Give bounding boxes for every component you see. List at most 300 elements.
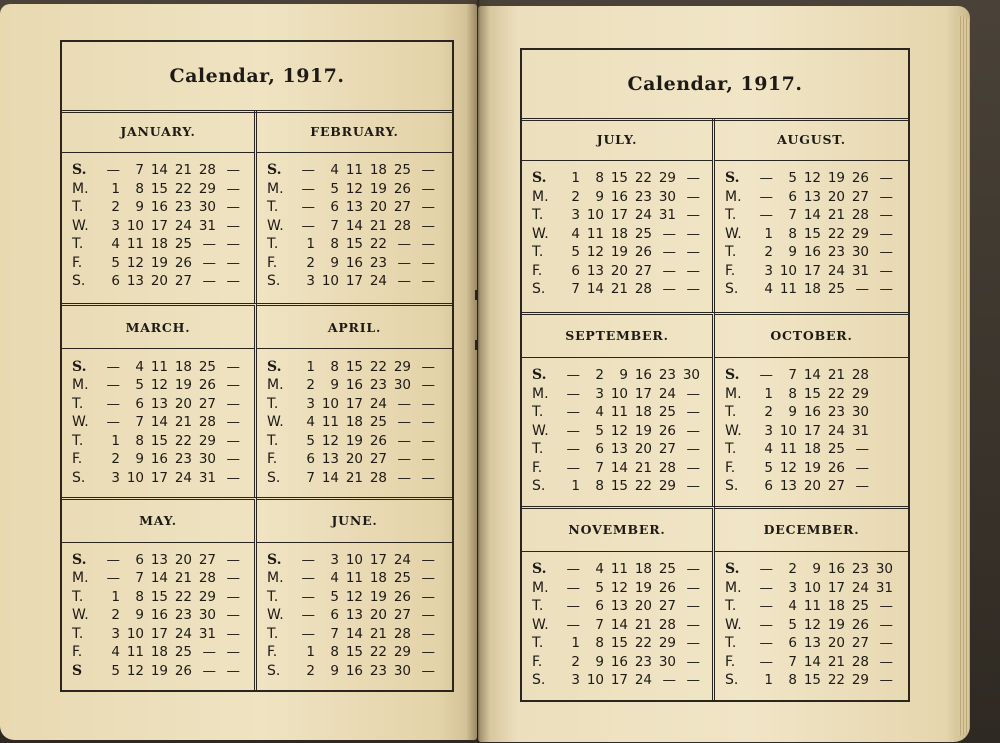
date-cell: — — [202, 236, 216, 253]
date-cell: 29 — [851, 225, 869, 242]
date-cell: 29 — [198, 432, 216, 449]
date-cell: 4 — [595, 404, 604, 421]
date-cell: — — [686, 262, 700, 279]
date-cell: 6 — [306, 451, 315, 468]
date-cell: — — [301, 625, 315, 642]
date-cell: 20 — [150, 273, 168, 290]
date-cell: 15 — [610, 635, 628, 652]
date-cell: 22 — [827, 225, 845, 242]
date-cell: 3 — [571, 207, 580, 224]
date-cell: 31 — [851, 422, 869, 439]
date-cell: 2 — [595, 367, 604, 384]
date-cell: 23 — [634, 653, 652, 670]
date-cell: 16 — [150, 607, 168, 624]
date-cell: 9 — [595, 653, 604, 670]
date-cell: — — [421, 199, 435, 216]
date-cell: — — [662, 672, 676, 689]
date-cell: 25 — [393, 570, 411, 587]
weekday-label: M. — [725, 579, 742, 596]
date-cell: 25 — [369, 414, 387, 431]
date-cell: — — [226, 358, 240, 375]
weekday-row — [72, 394, 250, 413]
weekday-row — [72, 450, 250, 469]
date-cell: 14 — [150, 570, 168, 587]
week-rows — [62, 153, 254, 291]
date-cell: 7 — [135, 570, 144, 587]
date-cell: 18 — [174, 358, 192, 375]
date-cell: 7 — [788, 207, 797, 224]
date-cell: 3 — [306, 273, 315, 290]
date-cell: — — [662, 244, 676, 261]
weekday-row — [725, 243, 904, 262]
date-cell: 10 — [126, 625, 144, 642]
date-cell: 30 — [851, 404, 869, 421]
date-cell: 22 — [827, 385, 845, 402]
weekday-label: T. — [72, 199, 84, 216]
date-cell: 7 — [330, 217, 339, 234]
date-cell: — — [226, 588, 240, 605]
weekday-label: S. — [725, 561, 740, 578]
date-cell: — — [879, 616, 893, 633]
date-cell: 28 — [634, 281, 652, 298]
month-grid — [522, 118, 908, 700]
weekday-row — [725, 597, 904, 616]
date-cell: 17 — [345, 273, 363, 290]
date-cell: — — [686, 281, 700, 298]
weekday-label: T. — [72, 395, 84, 412]
date-cell: 2 — [306, 254, 315, 271]
date-cell: 4 — [111, 644, 120, 661]
date-cell: 18 — [803, 281, 821, 298]
date-cell: 7 — [306, 469, 315, 486]
date-cell: — — [686, 404, 700, 421]
date-cell: — — [421, 469, 435, 486]
week-rows — [522, 552, 712, 690]
date-cell: — — [226, 451, 240, 468]
date-cell: 20 — [369, 607, 387, 624]
date-cell: 5 — [330, 180, 339, 197]
date-cell: 21 — [610, 281, 628, 298]
date-cell: — — [686, 653, 700, 670]
date-cell: 22 — [369, 236, 387, 253]
weekday-row — [725, 671, 904, 690]
week-rows — [257, 153, 452, 291]
date-cell: — — [566, 598, 580, 615]
date-cell: — — [686, 244, 700, 261]
date-cell: 21 — [174, 414, 192, 431]
date-cell: — — [421, 273, 435, 290]
date-cell: — — [301, 162, 315, 179]
date-cell: — — [686, 672, 700, 689]
date-cell: 23 — [827, 244, 845, 261]
date-cell: 7 — [788, 367, 797, 384]
weekday-row — [72, 588, 250, 607]
date-cell: — — [397, 469, 411, 486]
date-cell: 6 — [764, 478, 773, 495]
date-cell: 9 — [812, 561, 821, 578]
date-cell: 9 — [135, 607, 144, 624]
date-cell: 26 — [827, 459, 845, 476]
date-cell: — — [879, 170, 893, 187]
weekday-row — [72, 625, 250, 644]
date-cell: 30 — [658, 653, 676, 670]
date-cell: 21 — [174, 162, 192, 179]
date-cell: 23 — [369, 377, 387, 394]
date-cell: — — [686, 478, 700, 495]
date-cell: — — [226, 662, 240, 679]
date-cell: 28 — [851, 367, 869, 384]
date-cell: 26 — [198, 377, 216, 394]
date-cell: — — [106, 414, 120, 431]
date-cell: 24 — [174, 469, 192, 486]
weekday-row — [532, 634, 708, 653]
date-cell: 24 — [369, 273, 387, 290]
date-cell: 26 — [174, 254, 192, 271]
weekday-row — [267, 272, 448, 291]
date-cell: 7 — [595, 616, 604, 633]
month-name: APRIL. — [257, 306, 452, 349]
date-cell: 26 — [634, 244, 652, 261]
date-cell: 16 — [827, 561, 845, 578]
date-cell: 11 — [126, 644, 144, 661]
date-cell: 3 — [111, 625, 120, 642]
binding-stitch — [475, 290, 478, 300]
date-cell: 27 — [393, 607, 411, 624]
date-cell: 9 — [330, 254, 339, 271]
weekday-label: W. — [532, 616, 549, 633]
weekday-row — [72, 413, 250, 432]
weekday-row — [267, 394, 448, 413]
week-rows — [62, 349, 254, 487]
date-cell: 12 — [150, 377, 168, 394]
weekday-row — [267, 468, 448, 487]
date-cell: 20 — [345, 451, 363, 468]
date-cell: — — [879, 598, 893, 615]
date-cell: — — [421, 644, 435, 661]
date-cell: 15 — [803, 225, 821, 242]
date-cell: 16 — [150, 451, 168, 468]
date-cell: 9 — [135, 199, 144, 216]
date-cell: 14 — [150, 162, 168, 179]
date-cell: 7 — [595, 459, 604, 476]
date-cell: 13 — [803, 188, 821, 205]
month-block — [522, 118, 715, 312]
date-cell: 21 — [827, 207, 845, 224]
date-cell: 27 — [198, 395, 216, 412]
date-cell: — — [566, 459, 580, 476]
weekday-label: W. — [532, 225, 549, 242]
date-cell: 24 — [174, 625, 192, 642]
month-name: AUGUST. — [715, 118, 908, 161]
weekday-row — [532, 206, 708, 225]
weekday-label: M. — [725, 385, 742, 402]
date-cell: 30 — [393, 377, 411, 394]
date-cell: 10 — [779, 422, 797, 439]
date-cell: — — [566, 367, 580, 384]
weekday-row — [72, 357, 250, 376]
date-cell: 6 — [788, 635, 797, 652]
weekday-row — [72, 161, 250, 180]
weekday-row — [532, 384, 708, 403]
date-cell: 12 — [779, 459, 797, 476]
date-cell: — — [106, 377, 120, 394]
left-page — [0, 4, 477, 740]
date-cell: 24 — [851, 579, 869, 596]
date-cell: 15 — [150, 180, 168, 197]
date-cell: 28 — [658, 616, 676, 633]
date-cell: 22 — [369, 644, 387, 661]
weekday-label: T. — [532, 635, 544, 652]
date-cell: — — [226, 217, 240, 234]
date-cell: 29 — [658, 478, 676, 495]
date-cell: — — [686, 441, 700, 458]
date-cell: 3 — [571, 672, 580, 689]
date-cell: 24 — [174, 217, 192, 234]
date-cell: 16 — [803, 404, 821, 421]
weekday-label: T. — [267, 432, 279, 449]
date-cell: 20 — [174, 551, 192, 568]
date-cell: 26 — [369, 432, 387, 449]
date-cell: 4 — [788, 598, 797, 615]
date-cell: 1 — [764, 225, 773, 242]
month-block — [522, 312, 715, 506]
date-cell: 17 — [345, 395, 363, 412]
date-cell: — — [226, 236, 240, 253]
date-cell: 25 — [634, 225, 652, 242]
date-cell: 26 — [658, 579, 676, 596]
weekday-label: S. — [267, 469, 281, 486]
month-block — [62, 497, 257, 690]
week-rows — [715, 552, 908, 690]
weekday-label: F. — [267, 451, 278, 468]
date-cell: 8 — [788, 672, 797, 689]
date-cell: — — [397, 451, 411, 468]
date-cell: 16 — [345, 254, 363, 271]
date-cell: 21 — [634, 459, 652, 476]
date-cell: 15 — [345, 644, 363, 661]
date-cell: 15 — [345, 358, 363, 375]
weekday-label: T. — [532, 404, 544, 421]
date-cell: 30 — [851, 244, 869, 261]
date-cell: 17 — [634, 385, 652, 402]
weekday-row — [532, 403, 708, 422]
date-cell: 5 — [764, 459, 773, 476]
date-cell: 27 — [827, 478, 845, 495]
weekday-label: W. — [72, 607, 89, 624]
weekday-label: W. — [725, 422, 742, 439]
date-cell: 11 — [610, 404, 628, 421]
date-cell: 7 — [571, 281, 580, 298]
date-cell: 15 — [610, 478, 628, 495]
weekday-label: S. — [532, 281, 546, 298]
date-cell: 2 — [306, 377, 315, 394]
date-cell: 15 — [610, 170, 628, 187]
date-cell: 30 — [198, 451, 216, 468]
date-cell: 7 — [135, 162, 144, 179]
date-cell: — — [397, 432, 411, 449]
date-cell: — — [566, 579, 580, 596]
weekday-row — [72, 468, 250, 487]
date-cell: 20 — [369, 199, 387, 216]
date-cell: 7 — [135, 414, 144, 431]
date-cell: 20 — [610, 262, 628, 279]
date-cell: 28 — [198, 570, 216, 587]
date-cell: — — [566, 441, 580, 458]
weekday-label: W. — [267, 217, 284, 234]
date-cell: 6 — [135, 551, 144, 568]
date-cell: 5 — [595, 579, 604, 596]
date-cell: 17 — [803, 422, 821, 439]
date-cell: 26 — [851, 616, 869, 633]
date-cell: 23 — [174, 607, 192, 624]
date-cell: — — [879, 188, 893, 205]
date-cell: 14 — [803, 367, 821, 384]
right-page — [478, 6, 970, 742]
date-cell: 15 — [345, 236, 363, 253]
date-cell: — — [686, 170, 700, 187]
weekday-row — [532, 440, 708, 459]
date-cell: 28 — [198, 162, 216, 179]
date-cell: — — [759, 367, 773, 384]
week-rows — [257, 349, 452, 487]
date-cell: 10 — [321, 395, 339, 412]
weekday-row — [267, 413, 448, 432]
date-cell: 28 — [393, 217, 411, 234]
weekday-row — [725, 458, 904, 477]
weekday-label: F. — [72, 644, 83, 661]
date-cell: 19 — [369, 180, 387, 197]
weekday-row — [532, 421, 708, 440]
date-cell: — — [686, 207, 700, 224]
date-cell: 14 — [610, 459, 628, 476]
date-cell: 14 — [803, 653, 821, 670]
date-cell: — — [879, 207, 893, 224]
date-cell: — — [566, 404, 580, 421]
weekday-label: S. — [532, 672, 546, 689]
date-cell: — — [759, 598, 773, 615]
date-cell: 16 — [610, 188, 628, 205]
weekday-row — [267, 376, 448, 395]
date-cell: — — [421, 607, 435, 624]
date-cell: 26 — [393, 588, 411, 605]
date-cell: — — [759, 188, 773, 205]
date-cell: 8 — [788, 225, 797, 242]
date-cell: — — [301, 199, 315, 216]
date-cell: — — [855, 478, 869, 495]
weekday-label: W. — [532, 422, 549, 439]
date-cell: — — [879, 281, 893, 298]
date-cell: 13 — [586, 262, 604, 279]
weekday-row — [532, 652, 708, 671]
date-cell: 5 — [135, 377, 144, 394]
weekday-row — [72, 662, 250, 681]
date-cell: — — [226, 180, 240, 197]
date-cell: 4 — [571, 225, 580, 242]
date-cell: 1 — [571, 478, 580, 495]
date-cell: — — [301, 588, 315, 605]
date-cell: — — [202, 662, 216, 679]
date-cell: 15 — [150, 588, 168, 605]
date-cell: 29 — [851, 672, 869, 689]
weekday-row — [72, 272, 250, 291]
date-cell: — — [879, 653, 893, 670]
date-cell: — — [566, 616, 580, 633]
date-cell: 1 — [571, 170, 580, 187]
date-cell: — — [686, 561, 700, 578]
date-cell: 13 — [610, 441, 628, 458]
weekday-row — [267, 643, 448, 662]
weekday-label: T. — [532, 598, 544, 615]
date-cell: 19 — [827, 616, 845, 633]
weekday-row — [267, 569, 448, 588]
weekday-row — [72, 431, 250, 450]
date-cell: 8 — [330, 358, 339, 375]
date-cell: 17 — [610, 207, 628, 224]
weekday-label: W. — [725, 225, 742, 242]
weekday-row — [72, 551, 250, 570]
date-cell: 9 — [330, 662, 339, 679]
weekday-row — [725, 560, 904, 579]
date-cell: — — [421, 358, 435, 375]
weekday-label: T. — [725, 598, 737, 615]
calendar-frame — [520, 48, 910, 702]
month-name: MARCH. — [62, 306, 254, 349]
weekday-label: S. — [72, 551, 87, 568]
weekday-row — [532, 477, 708, 496]
date-cell: 29 — [658, 635, 676, 652]
date-cell: — — [855, 281, 869, 298]
date-cell: 25 — [393, 162, 411, 179]
weekday-row — [267, 235, 448, 254]
date-cell: 19 — [345, 432, 363, 449]
month-name: OCTOBER. — [715, 315, 908, 358]
date-cell: 19 — [827, 170, 845, 187]
weekday-row — [532, 225, 708, 244]
date-cell: 21 — [634, 616, 652, 633]
weekday-label: M. — [532, 188, 549, 205]
date-cell: 9 — [788, 244, 797, 261]
date-cell: 1 — [764, 385, 773, 402]
date-cell: 17 — [150, 469, 168, 486]
date-cell: 22 — [174, 432, 192, 449]
date-cell: 8 — [595, 170, 604, 187]
date-cell: 6 — [330, 199, 339, 216]
weekday-row — [72, 198, 250, 217]
date-cell: 7 — [788, 653, 797, 670]
date-cell: 26 — [658, 422, 676, 439]
date-cell: 19 — [634, 422, 652, 439]
weekday-row — [725, 225, 904, 244]
date-cell: 12 — [321, 432, 339, 449]
weekday-label: T. — [72, 625, 84, 642]
date-cell: 25 — [198, 358, 216, 375]
date-cell: 1 — [306, 236, 315, 253]
date-cell: — — [226, 395, 240, 412]
date-cell: 25 — [174, 236, 192, 253]
date-cell: — — [759, 635, 773, 652]
date-cell: 1 — [111, 180, 120, 197]
weekday-label: F. — [72, 254, 83, 271]
date-cell: 16 — [803, 244, 821, 261]
date-cell: 3 — [111, 217, 120, 234]
weekday-row — [532, 615, 708, 634]
date-cell: 27 — [393, 199, 411, 216]
weekday-label: W. — [267, 414, 284, 431]
weekday-row — [267, 254, 448, 273]
weekday-row — [267, 588, 448, 607]
weekday-row — [532, 597, 708, 616]
date-cell: 16 — [345, 377, 363, 394]
